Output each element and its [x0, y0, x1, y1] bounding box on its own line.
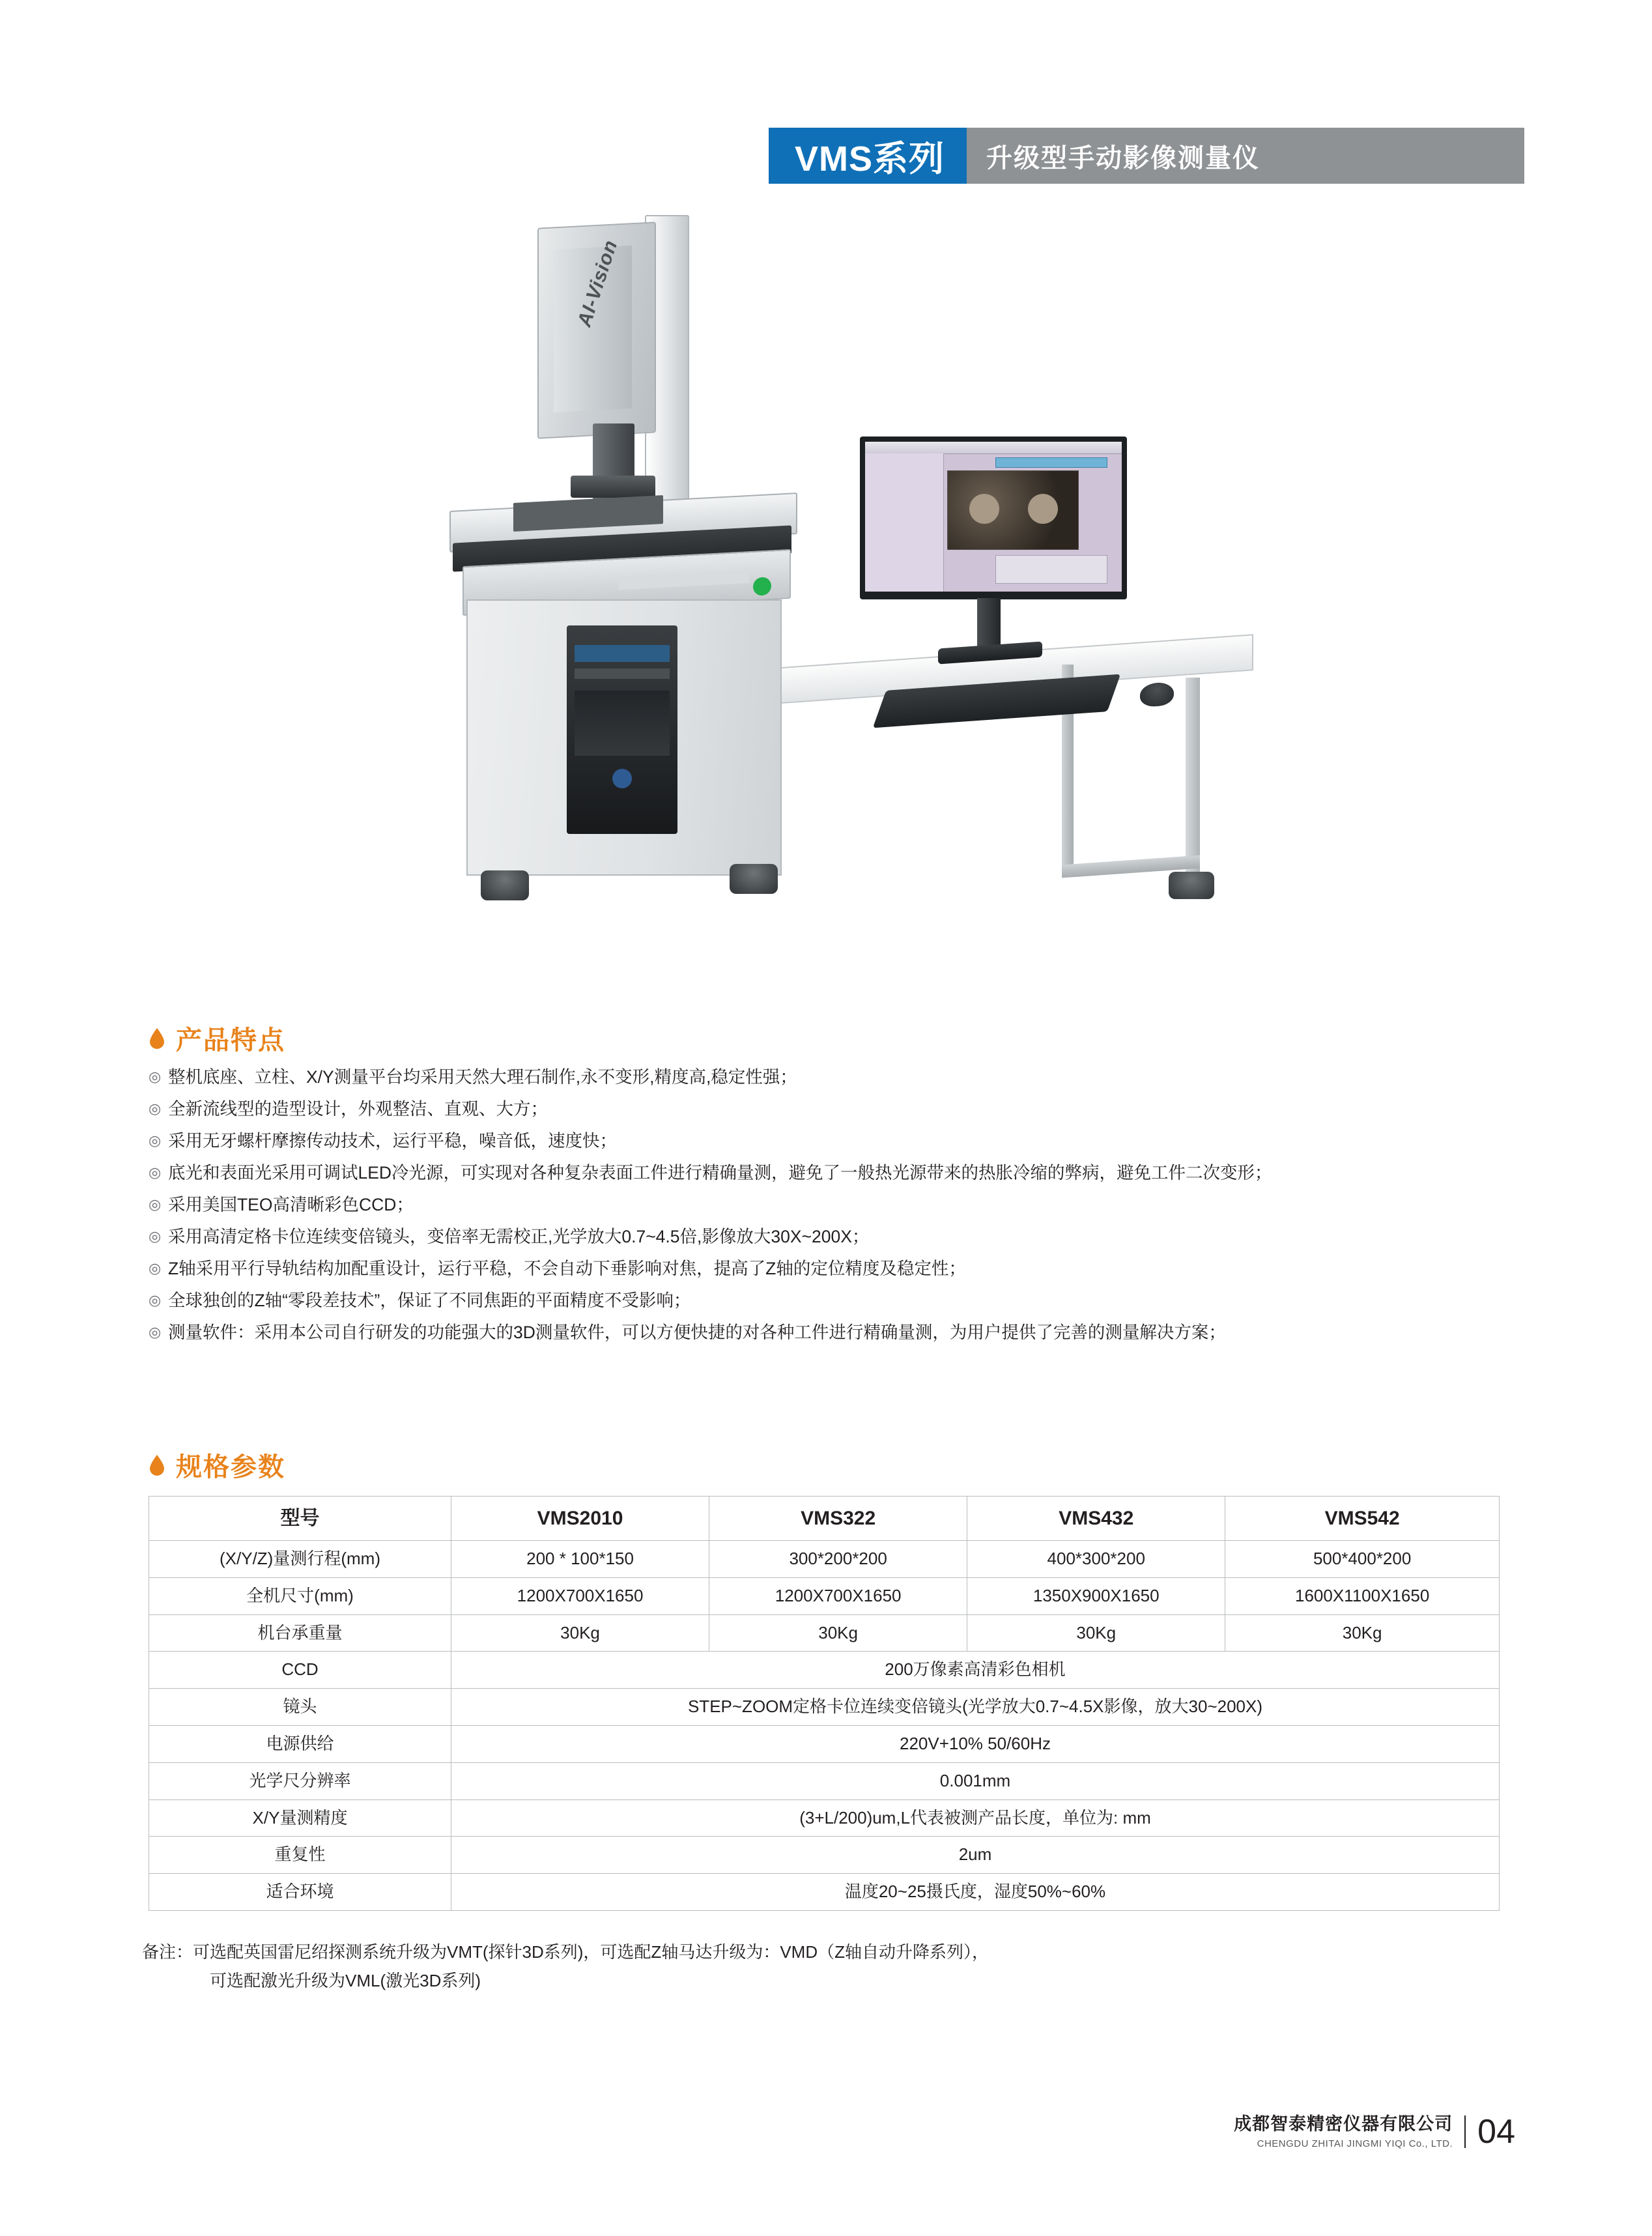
page-footer	[1234, 2112, 1515, 2151]
cell-value: 30Kg	[967, 1614, 1225, 1652]
list-item-text: 整机底座、立柱、X/Y测量平台均采用天然大理石制作,永不变形,精度高,稳定性强；	[168, 1067, 797, 1087]
cell-value: STEP~ZOOM定格卡位连续变倍镜头(光学放大0.7~4.5X影像，放大30~200X)	[451, 1689, 1500, 1726]
table-row	[149, 1652, 1500, 1689]
cell-value: 1200X700X1650	[709, 1577, 967, 1614]
cell-value: 30Kg	[1225, 1614, 1500, 1652]
header-subtitle-badge	[967, 128, 1524, 184]
list-item-text: 采用无牙螺杆摩擦传动技术，运行平稳，噪音低，速度快；	[168, 1131, 617, 1151]
list-bullet-icon: ◎	[149, 1196, 162, 1212]
row-label: 全机尺寸(mm)	[149, 1577, 451, 1614]
table-row	[149, 1762, 1500, 1799]
column-header-model: 型号	[149, 1497, 451, 1541]
cell-value: 1350X900X1650	[967, 1577, 1225, 1614]
table-row	[149, 1799, 1500, 1837]
list-item-text: 测量软件：采用本公司自行研发的功能强大的3D测量软件，可以方便快捷的对各种工件进行精确量测，为用户提供了完善的测量解决方案；	[168, 1323, 1226, 1342]
machine-foot-right	[730, 864, 778, 894]
row-label: 机台承重量	[149, 1614, 451, 1652]
list-item-text: 全新流线型的造型设计，外观整洁、直观、大方；	[168, 1099, 548, 1119]
list-item	[149, 1160, 1510, 1186]
software-image-view	[947, 470, 1079, 550]
list-bullet-icon: ◎	[149, 1132, 162, 1149]
desk-foot	[1169, 872, 1214, 899]
header-series-label: VMS系列	[795, 139, 945, 179]
droplet-icon	[149, 1454, 165, 1476]
cell-value: 500*400*200	[1225, 1541, 1500, 1578]
row-label: (X/Y/Z)量测行程(mm)	[149, 1541, 451, 1578]
software-toolbar	[865, 442, 1122, 454]
computer-front-panel	[575, 691, 670, 756]
list-bullet-icon: ◎	[149, 1324, 162, 1340]
list-bullet-icon: ◎	[149, 1164, 162, 1181]
column-header-vms322: VMS322	[709, 1497, 967, 1541]
workpiece-hole-right	[1028, 494, 1058, 524]
machine-foot-left	[481, 870, 529, 900]
monitor-screen	[865, 442, 1122, 592]
note-line-1: 备注：可选配英国雷尼绍探测系统升级为VMT(探针3D系列)，可选配Z轴马达升级为：VMD（Z轴自动升降系列），	[142, 1942, 989, 1962]
header-subtitle-label: 升级型手动影像测量仪	[986, 143, 1260, 173]
spec-table-head	[149, 1497, 1500, 1541]
note-line-2: 可选配激光升级为VML(激光3D系列)	[210, 1971, 481, 1990]
spec-table	[149, 1496, 1500, 1911]
section-title-specs: 规格参数	[176, 1453, 285, 1482]
cell-value: 0.001mm	[451, 1762, 1500, 1799]
list-item-text: 采用高清定格卡位连续变倍镜头，变倍率无需校正,光学放大0.7~4.5倍,影像放大30X~200X；	[168, 1227, 870, 1246]
table-row	[149, 1725, 1500, 1762]
cell-value: 温度20~25摄氏度，湿度50%~60%	[451, 1874, 1500, 1911]
list-item-text: Z轴采用平行导轨结构加配重设计，运行平稳，不会自动下垂影响对焦，提高了Z轴的定位精度及稳定性；	[168, 1259, 966, 1278]
list-item	[149, 1128, 1510, 1154]
list-item	[149, 1319, 1510, 1345]
cell-value: 30Kg	[451, 1614, 709, 1652]
list-item	[149, 1064, 1510, 1090]
computer-drive-bay-2	[575, 668, 670, 679]
table-note	[142, 1938, 1510, 1995]
machine-brand-label: AI-Vision	[573, 237, 622, 330]
spec-table-body	[149, 1541, 1500, 1911]
list-item	[149, 1224, 1510, 1250]
list-item	[149, 1255, 1510, 1282]
product-photo	[339, 195, 1316, 964]
table-row	[149, 1689, 1500, 1726]
software-top-panel	[995, 457, 1107, 468]
row-label: 重复性	[149, 1837, 451, 1874]
monitor-neck	[977, 598, 1001, 650]
table-row	[149, 1577, 1500, 1614]
cell-value: 400*300*200	[967, 1541, 1225, 1578]
list-bullet-icon: ◎	[149, 1100, 162, 1117]
row-label: 适合环境	[149, 1874, 451, 1911]
list-item	[149, 1096, 1510, 1122]
list-item	[149, 1192, 1510, 1218]
column-header-vms432: VMS432	[967, 1497, 1225, 1541]
mouse	[1140, 681, 1174, 708]
computer-drive-bay	[575, 645, 670, 662]
list-bullet-icon: ◎	[149, 1260, 162, 1276]
section-title-features: 产品特点	[176, 1026, 285, 1055]
row-label: 电源供给	[149, 1725, 451, 1762]
row-label: 光学尺分辨率	[149, 1762, 451, 1799]
list-bullet-icon: ◎	[149, 1292, 162, 1308]
cell-value: 300*200*200	[709, 1541, 967, 1578]
software-result-panel	[995, 555, 1107, 584]
computer-power-button-icon	[612, 769, 632, 788]
table-row	[149, 1874, 1500, 1911]
machine-lens-ring	[571, 476, 655, 498]
cell-value: 1200X700X1650	[451, 1577, 709, 1614]
cell-value: 200 * 100*150	[451, 1541, 709, 1578]
cell-value: 220V+10% 50/60Hz	[451, 1725, 1500, 1762]
table-header-row	[149, 1497, 1500, 1541]
list-item-text: 底光和表面光采用可调试LED冷光源，可实现对各种复杂表面工件进行精确量测，避免了一般热光源带来的热胀冷缩的弊病，避免工件二次变形；	[168, 1163, 1272, 1182]
table-row	[149, 1837, 1500, 1874]
software-sidebar	[865, 453, 944, 592]
page-number: 04	[1477, 2113, 1515, 2151]
list-bullet-icon: ◎	[149, 1068, 162, 1085]
section-heading-specs	[149, 1446, 285, 1484]
table-row	[149, 1541, 1500, 1578]
company-block	[1234, 2114, 1453, 2151]
cell-value: 1600X1100X1650	[1225, 1577, 1500, 1614]
table-row	[149, 1614, 1500, 1652]
column-header-vms2010: VMS2010	[451, 1497, 709, 1541]
company-name-cn: 成都智泰精密仪器有限公司	[1234, 2114, 1453, 2134]
list-item	[149, 1287, 1510, 1313]
features-list	[149, 1064, 1510, 1351]
workpiece-hole-left	[969, 494, 999, 524]
cell-value: 200万像素高清彩色相机	[451, 1652, 1500, 1689]
row-label: CCD	[149, 1652, 451, 1689]
section-heading-features	[149, 1020, 285, 1057]
list-bullet-icon: ◎	[149, 1228, 162, 1244]
row-label: 镜头	[149, 1689, 451, 1726]
footer-divider	[1464, 2115, 1466, 2148]
droplet-icon	[149, 1027, 165, 1050]
column-header-vms542: VMS542	[1225, 1497, 1500, 1541]
header-series-badge	[769, 128, 967, 184]
list-item-text: 采用美国TEO高清晰彩色CCD；	[168, 1195, 414, 1214]
spec-table-container	[149, 1496, 1500, 1911]
row-label: X/Y量测精度	[149, 1799, 451, 1837]
cell-value: (3+L/200)um,L代表被测产品长度，单位为: mm	[451, 1799, 1500, 1837]
page-header-banner	[769, 128, 1524, 184]
cell-value: 2um	[451, 1837, 1500, 1874]
company-name-en: CHENGDU ZHITAI JINGMI YIQI Co., LTD.	[1257, 2138, 1453, 2149]
cell-value: 30Kg	[709, 1614, 967, 1652]
list-item-text: 全球独创的Z轴“零段差技术”，保证了不同焦距的平面精度不受影响；	[168, 1291, 691, 1310]
